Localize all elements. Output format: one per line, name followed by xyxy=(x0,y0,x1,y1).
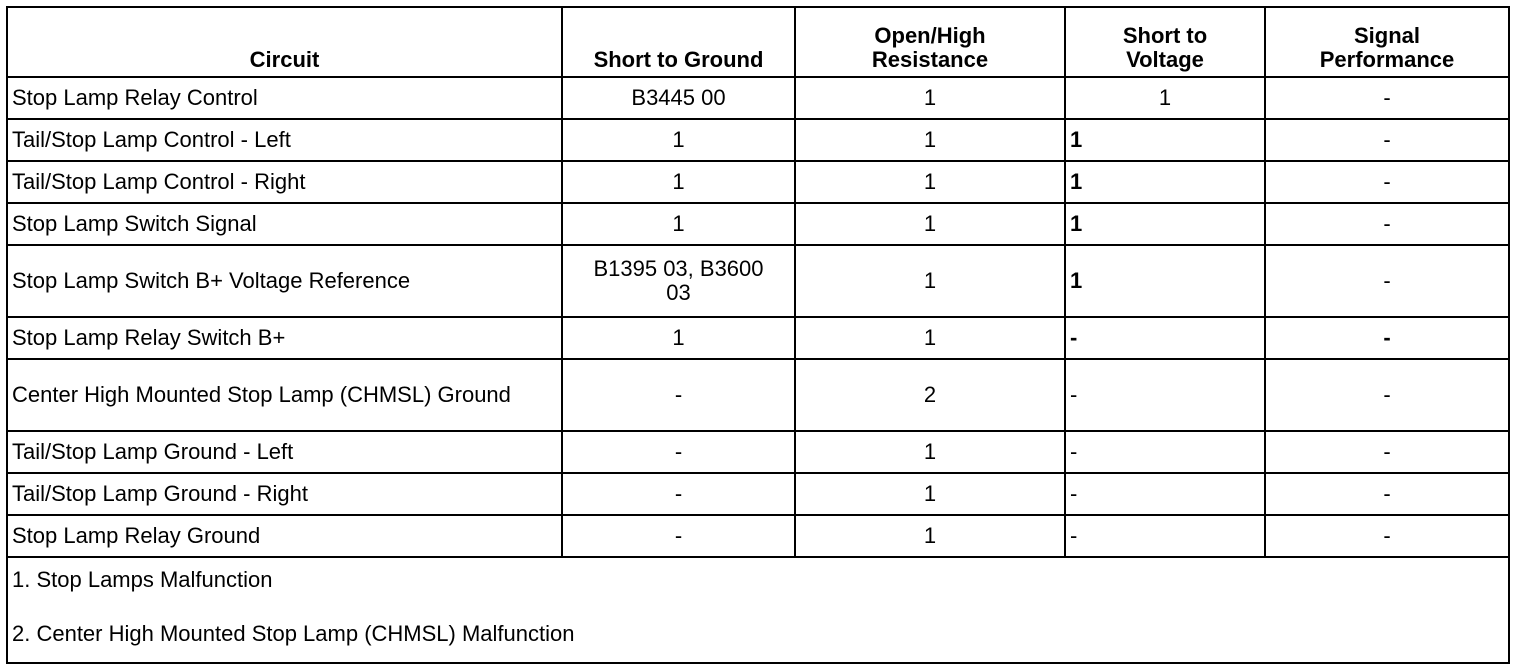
cell-short-to-ground: - xyxy=(562,515,795,557)
cell-short-to-voltage: - xyxy=(1065,359,1265,431)
table-row xyxy=(7,203,1509,245)
cell-circuit: Tail/Stop Lamp Ground - Left xyxy=(7,431,562,473)
header-signal-performance: Signal Performance xyxy=(1265,7,1509,77)
cell-signal-performance: - xyxy=(1265,515,1509,557)
cell-signal-performance: - xyxy=(1265,473,1509,515)
cell-short-to-voltage: - xyxy=(1065,473,1265,515)
cell-open-high-resistance: 2 xyxy=(795,359,1065,431)
cell-open-high-resistance: 1 xyxy=(795,119,1065,161)
table-row xyxy=(7,359,1509,431)
cell-open-high-resistance: 1 xyxy=(795,161,1065,203)
header-open-high-resistance: Open/High Resistance xyxy=(795,7,1065,77)
footnote-1: 1. Stop Lamps Malfunction xyxy=(12,567,273,592)
cell-open-high-resistance: 1 xyxy=(795,77,1065,119)
table-row xyxy=(7,119,1509,161)
cell-short-to-voltage: 1 xyxy=(1065,77,1265,119)
cell-open-high-resistance: 1 xyxy=(795,317,1065,359)
header-circuit: Circuit xyxy=(7,7,562,77)
cell-signal-performance: - xyxy=(1265,317,1509,359)
cell-short-to-voltage: - xyxy=(1065,515,1265,557)
cell-circuit: Stop Lamp Switch B+ Voltage Reference xyxy=(7,245,562,317)
cell-short-to-ground: 1 xyxy=(562,203,795,245)
footnote-2: 2. Center High Mounted Stop Lamp (CHMSL) Malfunction xyxy=(12,621,575,646)
cell-circuit: Stop Lamp Relay Control xyxy=(7,77,562,119)
cell-short-to-ground: - xyxy=(562,473,795,515)
table-row xyxy=(7,245,1509,317)
cell-short-to-ground: 1 xyxy=(562,119,795,161)
table-row xyxy=(7,77,1509,119)
cell-circuit: Tail/Stop Lamp Control - Right xyxy=(7,161,562,203)
header-row xyxy=(7,7,1509,77)
cell-short-to-ground: 1 xyxy=(562,161,795,203)
cell-short-to-ground: 1 xyxy=(562,317,795,359)
cell-signal-performance: - xyxy=(1265,161,1509,203)
cell-circuit: Stop Lamp Relay Ground xyxy=(7,515,562,557)
cell-signal-performance: - xyxy=(1265,245,1509,317)
cell-signal-performance: - xyxy=(1265,431,1509,473)
cell-signal-performance: - xyxy=(1265,119,1509,161)
cell-short-to-ground: - xyxy=(562,359,795,431)
table-row xyxy=(7,161,1509,203)
cell-open-high-resistance: 1 xyxy=(795,431,1065,473)
table-row xyxy=(7,473,1509,515)
cell-short-to-voltage: 1 xyxy=(1065,203,1265,245)
cell-open-high-resistance: 1 xyxy=(795,473,1065,515)
cell-short-to-voltage: 1 xyxy=(1065,161,1265,203)
cell-open-high-resistance: 1 xyxy=(795,245,1065,317)
cell-signal-performance: - xyxy=(1265,359,1509,431)
cell-circuit: Stop Lamp Relay Switch B+ xyxy=(7,317,562,359)
circuit-dtc-table xyxy=(6,6,1510,664)
table-row xyxy=(7,515,1509,557)
table-row xyxy=(7,431,1509,473)
cell-signal-performance: - xyxy=(1265,77,1509,119)
table-row xyxy=(7,317,1509,359)
cell-open-high-resistance: 1 xyxy=(795,515,1065,557)
header-short-to-voltage: Short to Voltage xyxy=(1065,7,1265,77)
cell-short-to-voltage: 1 xyxy=(1065,119,1265,161)
cell-open-high-resistance: 1 xyxy=(795,203,1065,245)
cell-circuit: Center High Mounted Stop Lamp (CHMSL) Ground xyxy=(7,359,562,431)
cell-circuit: Tail/Stop Lamp Ground - Right xyxy=(7,473,562,515)
cell-short-to-voltage: - xyxy=(1065,317,1265,359)
header-short-to-ground: Short to Ground xyxy=(562,7,795,77)
cell-short-to-voltage: 1 xyxy=(1065,245,1265,317)
cell-short-to-ground: B3445 00 xyxy=(562,77,795,119)
cell-short-to-voltage: - xyxy=(1065,431,1265,473)
footnote-row xyxy=(7,557,1509,663)
footnotes-cell xyxy=(7,557,1509,663)
cell-circuit: Stop Lamp Switch Signal xyxy=(7,203,562,245)
cell-short-to-ground: - xyxy=(562,431,795,473)
cell-circuit: Tail/Stop Lamp Control - Left xyxy=(7,119,562,161)
cell-short-to-ground: B1395 03, B3600 03 xyxy=(562,245,795,317)
cell-signal-performance: - xyxy=(1265,203,1509,245)
